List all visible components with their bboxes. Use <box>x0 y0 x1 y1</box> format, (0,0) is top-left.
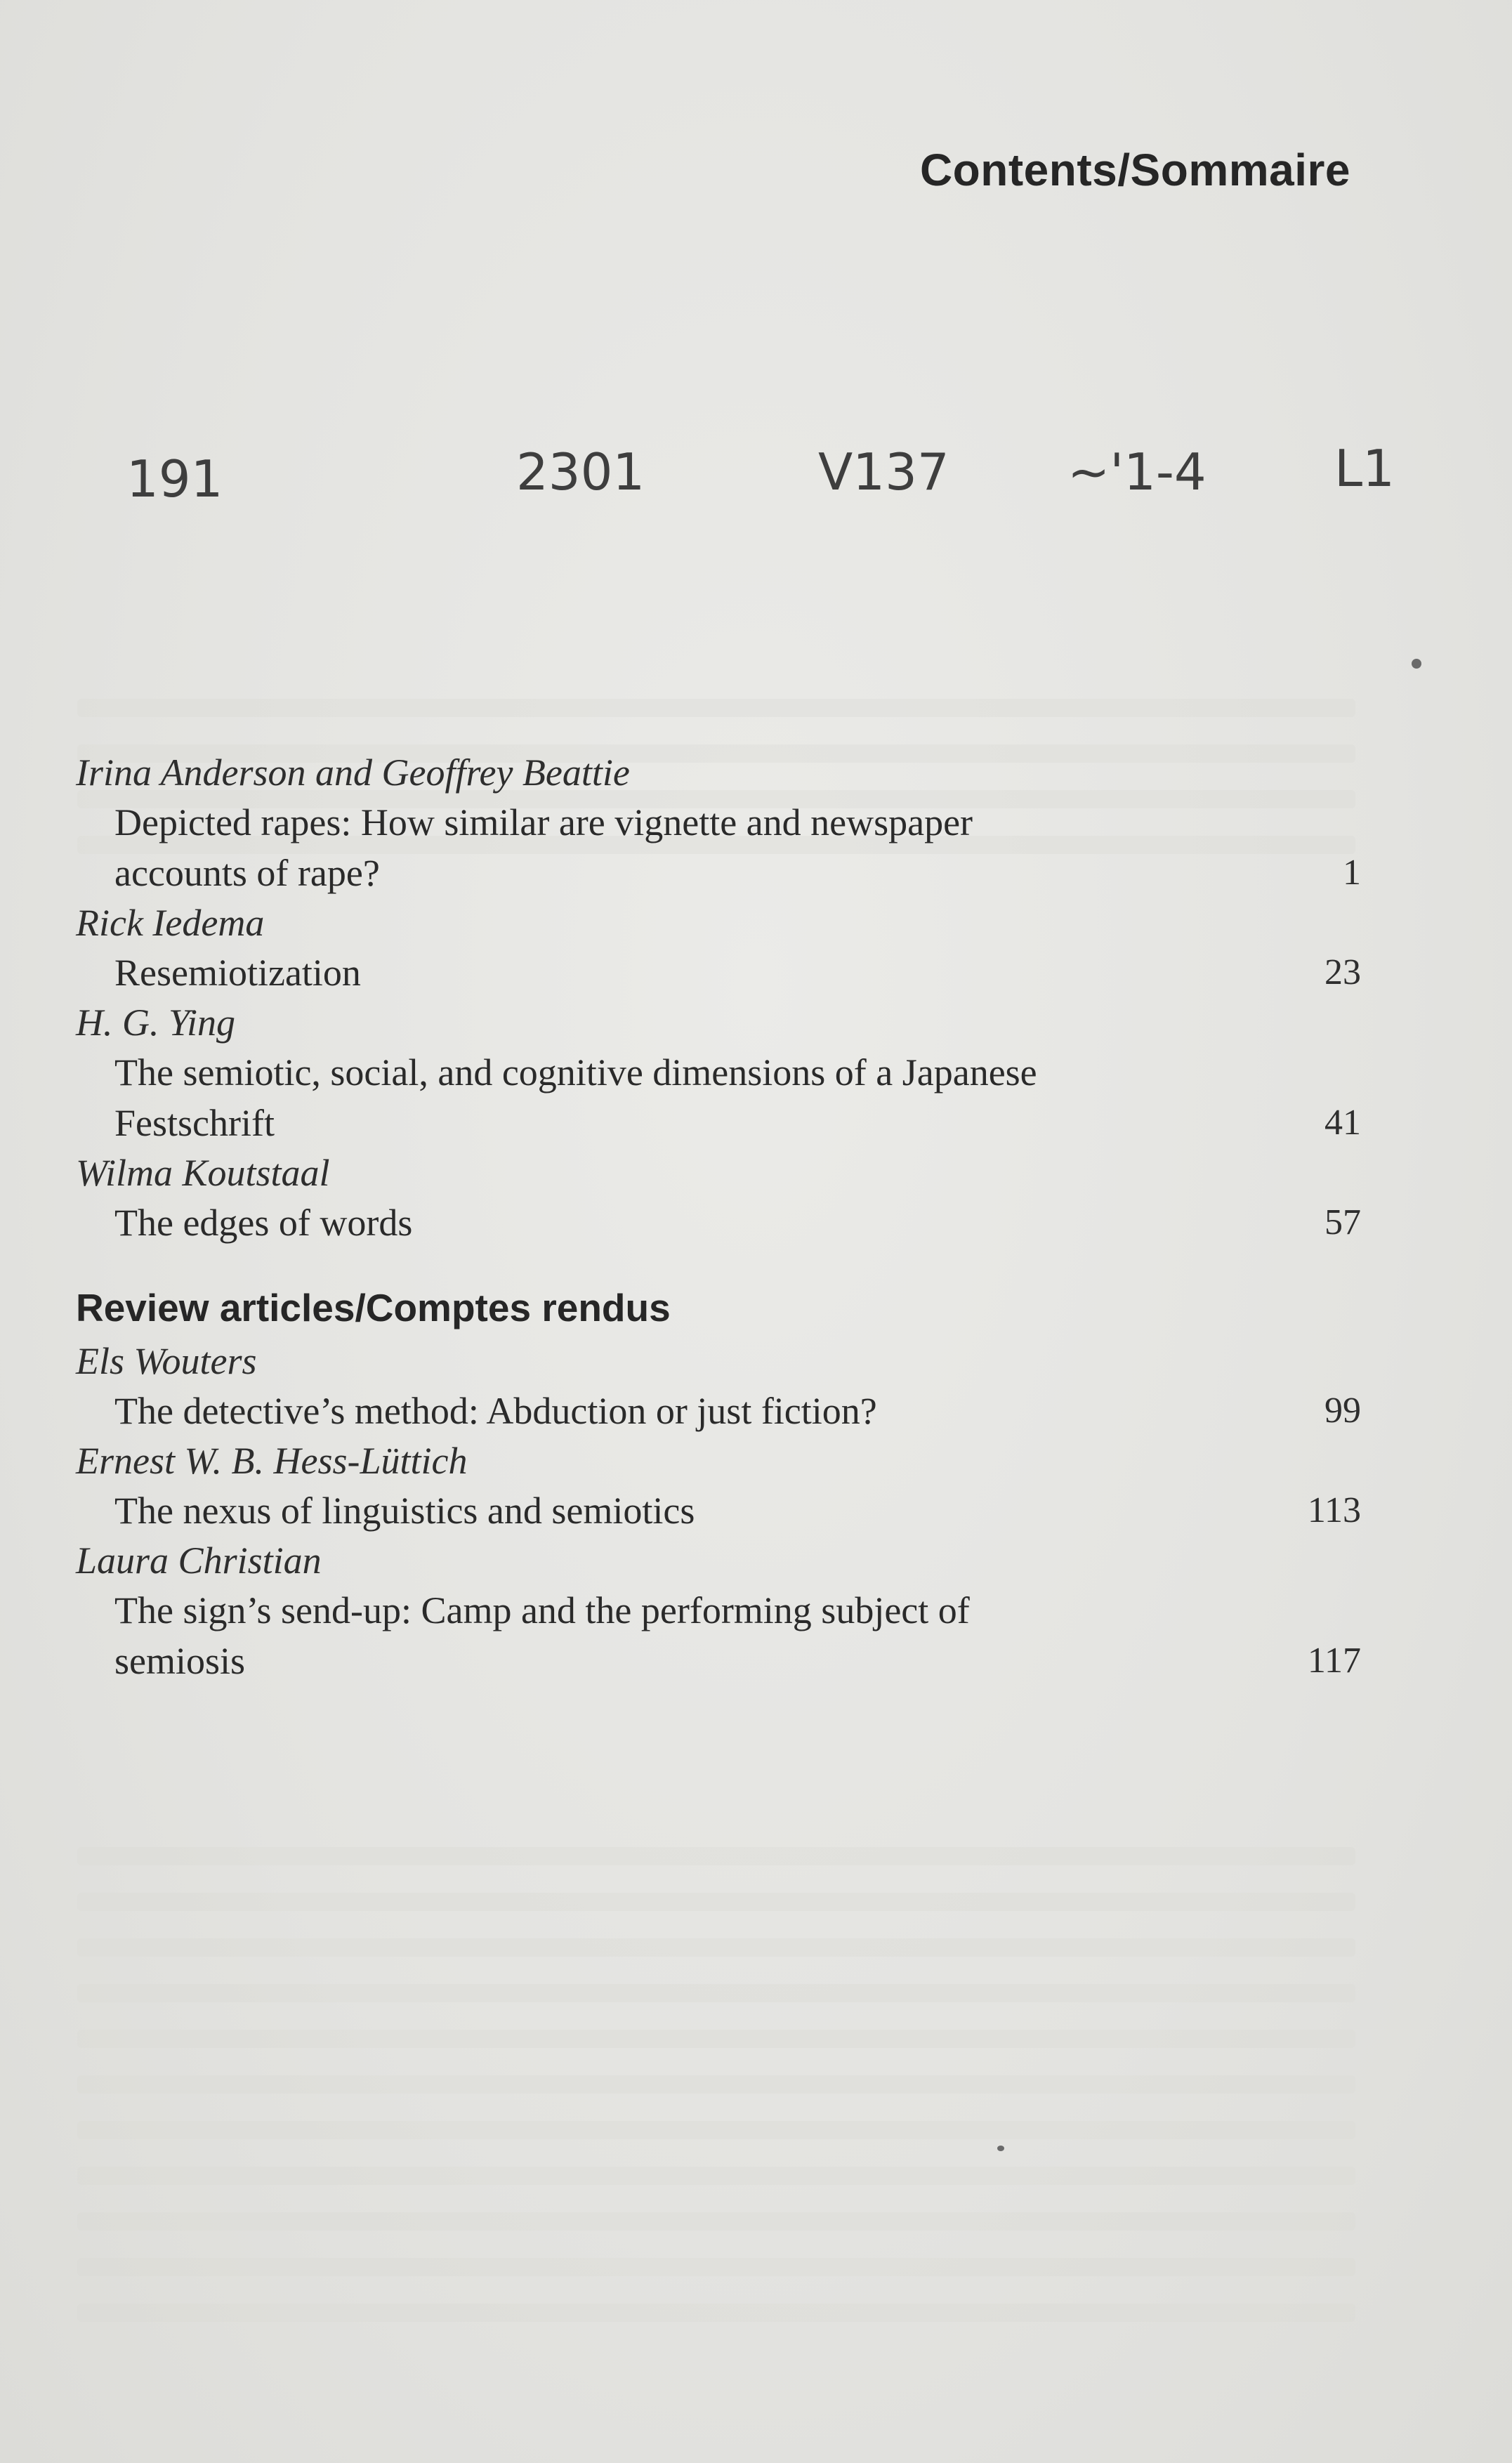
entry-author: Rick Iedema <box>76 902 265 944</box>
show-through-line <box>77 699 1355 717</box>
show-through-line <box>77 2121 1355 2139</box>
entry-author: Wilma Koutstaal <box>76 1152 330 1194</box>
entry-author: H. G. Ying <box>76 1001 236 1044</box>
entry-title-line: Resemiotization <box>114 952 361 994</box>
handwritten-note: V137 <box>818 442 949 501</box>
handwritten-note: 2301 <box>516 442 645 501</box>
table-of-contents <box>76 748 1361 1686</box>
entry-author: Irina Anderson and Geoffrey Beattie <box>76 751 630 794</box>
show-through-line <box>77 1984 1355 2002</box>
entry-title-line: Festschrift <box>114 1102 275 1144</box>
show-through-line <box>77 2304 1355 2322</box>
entry-title-line: accounts of rape? <box>114 852 380 894</box>
toc-entry[interactable] <box>76 1585 1361 1686</box>
toc-entry[interactable] <box>76 947 1361 998</box>
page-number: 113 <box>1307 1490 1361 1530</box>
entry-author: Els Wouters <box>76 1340 257 1382</box>
show-through-line <box>77 2212 1355 2231</box>
page-number: 1 <box>1343 853 1361 893</box>
entry-title-line: The edges of words <box>114 1202 413 1244</box>
section-heading: Review articles/Comptes rendus <box>76 1286 671 1329</box>
show-through-line <box>77 2258 1355 2276</box>
show-through-line <box>77 2075 1355 2094</box>
show-through-line <box>77 1893 1355 1911</box>
page-number: 99 <box>1324 1391 1361 1431</box>
entry-title-line: The nexus of linguistics and semiotics <box>114 1490 695 1532</box>
page-number: 57 <box>1324 1202 1361 1242</box>
show-through-line <box>77 1938 1355 1957</box>
page-number: 41 <box>1324 1103 1361 1143</box>
entry-title-line: semiosis <box>114 1640 246 1682</box>
ink-speck <box>997 2146 1004 2151</box>
toc-entry[interactable] <box>76 1485 1361 1536</box>
handwritten-note: ~'1-4 <box>1067 442 1207 501</box>
toc-entry[interactable] <box>76 797 1361 898</box>
toc-entry[interactable] <box>76 1386 1361 1436</box>
entry-author: Ernest W. B. Hess-Lüttich <box>76 1440 468 1482</box>
entry-title-line: The semiotic, social, and cognitive dimensions of a Japanese <box>114 1051 1037 1093</box>
entry-title-line: The detective’s method: Abduction or just fiction? <box>114 1390 877 1432</box>
toc-entry[interactable] <box>76 1047 1361 1148</box>
toc-entry[interactable] <box>76 1197 1361 1248</box>
handwritten-note: L1 <box>1334 439 1395 498</box>
entry-author: Laura Christian <box>76 1539 322 1582</box>
handwritten-notes <box>0 435 1512 541</box>
show-through-line <box>77 1847 1355 1865</box>
page-title: Contents/Sommaire <box>919 145 1350 195</box>
entry-title-line: Depicted rapes: How similar are vignette and newspaper <box>114 801 973 843</box>
page-number: 117 <box>1307 1641 1361 1681</box>
page-number: 23 <box>1324 952 1361 992</box>
ink-speck <box>1412 659 1421 669</box>
show-through-line <box>77 2030 1355 2048</box>
show-through-line <box>77 2167 1355 2185</box>
handwritten-note: 191 <box>126 449 223 508</box>
entry-title-line: The sign’s send-up: Camp and the performing subject of <box>114 1589 970 1631</box>
